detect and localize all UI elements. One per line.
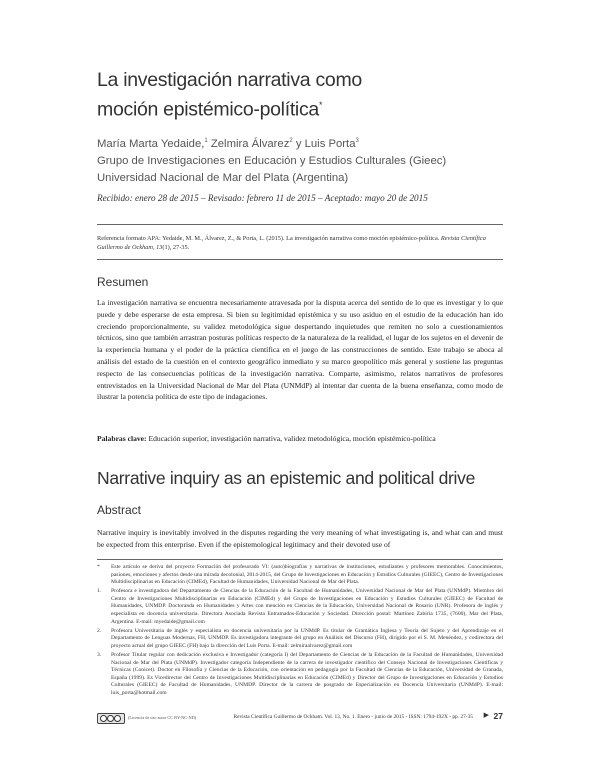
author-block <box>97 133 537 187</box>
license-text: (Licencia de uso autor CC BY-NC-ND) <box>128 715 197 720</box>
footnote-item <box>97 652 503 698</box>
reference-journal: Revista Científica Guillermo de Ockham, 13 <box>97 235 486 251</box>
footnote-item <box>97 588 503 626</box>
footnote-mark: * <box>97 564 100 570</box>
title-footnote-mark: * <box>318 100 323 110</box>
next-page-arrow-icon: ▶ <box>483 711 489 719</box>
author-3: y Luis Porta <box>292 137 356 150</box>
research-group: Grupo de Investigaciones en Educación y Estudios Culturales (Gieec) <box>97 154 447 167</box>
resumen-heading: Resumen <box>97 275 149 289</box>
abstract-heading: Abstract <box>97 503 142 517</box>
author-names <box>97 133 537 153</box>
article-title <box>97 68 517 123</box>
author-3-mark: 3 <box>355 138 359 144</box>
keywords-list: Educación superior, investigación narrativa, validez metodológica, moción epistémico-política <box>146 434 436 443</box>
author-1-mark: 1 <box>204 138 208 144</box>
footnote-mark: 1. <box>97 588 102 595</box>
footnote-item <box>97 628 503 651</box>
keywords-label: Palabras clave: <box>97 434 147 443</box>
divider-bottom <box>97 259 503 260</box>
cc-by-icon <box>100 715 107 722</box>
title-line-2: moción epistémico-política <box>97 98 319 121</box>
footnote-item <box>97 564 503 587</box>
footnote-divider <box>97 559 503 560</box>
reference-rest: (1), 27-35. <box>162 244 190 251</box>
apa-reference <box>97 234 503 252</box>
submission-dates: Recibido: enero 28 de 2015 – Revisado: febrero 11 de 2015 – Aceptado: mayo 20 de 2015 <box>97 193 428 203</box>
footnote-text: Profesora e investigadora del Departamento de Ciencias de la Educación de la Facultad de Humanidades, Universidad Nacional de Mar del Plata (UNMdP). Miembro del Centro de Investigaciones Multidisciplinarias en Educación (CIMEd) y del Grupo de Investigaciones en Educación y Estudios Culturales (GIEEC) de Facultad de Humanidades, UNMDP. Doctoranda en Humanidades y Artes con mención en Ciencias de la Educación, Universidad Nacional de Rosario (UNR). Profesora de inglés y especialista en docencia universitaria. Directora Asociada Revista Entramados-Educación y Sociedad. Dirección postal: Martínez Zabiria 1735, (7600), Mar del Plata, Argentina. E-mail: myedaide@gmail.com <box>111 588 503 625</box>
author-2-mark: 2 <box>289 138 293 144</box>
divider-top <box>97 224 503 225</box>
footnote-mark: 3. <box>97 652 102 659</box>
keywords <box>97 433 517 444</box>
footnotes <box>97 564 503 699</box>
reference-main: Referencia formato APA: Yedaide, M. M., Álvarez, Z., & Porta, L. (2015). La investigación narrativa como moción epistémico-política. <box>97 235 440 242</box>
footnote-text: Profesor Titular regular con dedicación exclusiva e Investigador (categoría I) del Departamento de Ciencias de la Educación de la Facultad de Humanidades, Universidad Nacional de Mar del Plata (UNMdP). Investigador categoría Independiente de la carrera de investigador científico del Consejo Nacional de Investigaciones Científicas y Técnicas (Conicet). Doctor en Filosofía y Ciencias de la Educación, con orientación en pedagogía por la Facultad de Ciencias de la Educación, Universidad de Granada, España (1999). Es Vicedirector del Centro de Investigaciones Multidisciplinarias en Educación (CIMEd) y Director del Grupo de Investigaciones en Educación y Estudios Culturales (GIEEC) de Facultad de Humanidades, UNMDP. Director de la carrera de posgrado de Especialización en Docencia Universitaria (UNMdP). E-mail: luis_porta@hotmail.com <box>111 652 503 696</box>
author-2: Zelmira Álvarez <box>207 137 290 150</box>
english-title: Narrative inquiry as an epistemic and political drive <box>97 468 476 488</box>
footnote-text: Este artículo se deriva del proyecto Formación del profesorado VI: (auto)biografías y narrativas de instituciones, estudiantes y profesores memorables. Conocimientos, pasiones, emociones y afectos desde una mirada decolonial, 2014-2015, del Grupo de Investigaciones en Educación y Estudios Culturales (GIEEC), Centro de Investigaciones Multidisciplinarias en Educación (CIMEd), Facultad de Humanidades, Universidad Nacional de Mar del Plata. <box>111 564 503 586</box>
journal-info: Revista Científica Guillermo de Ockham. Vol. 13, No. 1. Enero - junio de 2015 - ISSN: 1794-192X - pp. 27-35 <box>233 714 473 720</box>
title-line-1: La investigación narrativa como <box>97 69 362 91</box>
cc-nd-icon <box>114 715 121 722</box>
cc-license-badge-icon[interactable] <box>97 713 125 724</box>
cc-nc-icon <box>107 715 114 722</box>
footnote-text: Profesora Universitaria de inglés y especialista en docencia universitaria por la UNMdP. Es titular de Gramática Inglesa y Teoría del Sujeto y del Aprendizaje en el Departamento de Lenguas Modernas, FH, UNMDP. Es investigadora integrante del grupo en Análisis del Discurso (FH), dirigido por el S. M. Menéndez, y codirectora del proyecto actual del grupo GIEEC (FH) bajo la dirección del Luis Porta. E-mail: zelmiraalvarez@gmail.com <box>111 627 503 649</box>
university: Universidad Nacional de Mar del Plata (Argentina) <box>97 171 349 184</box>
resumen-body: La investigación narrativa se encuentra necesariamente atravesada por la disputa acerca del sentido de lo que es investigar y lo que puede y debe esperarse de esta empresa. Si bien su legitimidad epistémica y su uso asiduo en el estudio de la educación han ido creciendo proporcionalmente, su validez metodológica sigue despertando inquietudes que remiten no solo a cuestionamientos técnicos, sino que también arrastran posturas políticas respecto de la naturaleza de la realidad, el lugar de los sujetos en el devenir de la experiencia humana y el poder de la práctica científica en el juego de las construcciones de sentido. Este trabajo se aboca al análisis del estado de la cuestión en el contexto geográfico inmediato y su marco geopolítico más general y sostiene las preguntas respecto de las consecuencias políticas de la investigación narrativa. Comparte, asimismo, relatos narrativos de profesores entrevistados en la Universidad Nacional de Mar del Plata (UNMdP) al intentar dar cuenta de la buena enseñanza, como modo de ilustrar la potencia política de este tipo de indagaciones. <box>97 298 503 402</box>
page-footer <box>97 711 503 725</box>
page-number: 27 <box>493 711 503 721</box>
footnote-mark: 2. <box>97 627 102 634</box>
author-1: María Marta Yedaide, <box>97 137 205 150</box>
abstract-body: Narrative inquiry is inevitably involved in the disputes regarding the very meaning of what investigating is, and what can and must be expected from this enterprise. Even if the epistemological legitimacy and their devoted use of <box>97 528 503 549</box>
